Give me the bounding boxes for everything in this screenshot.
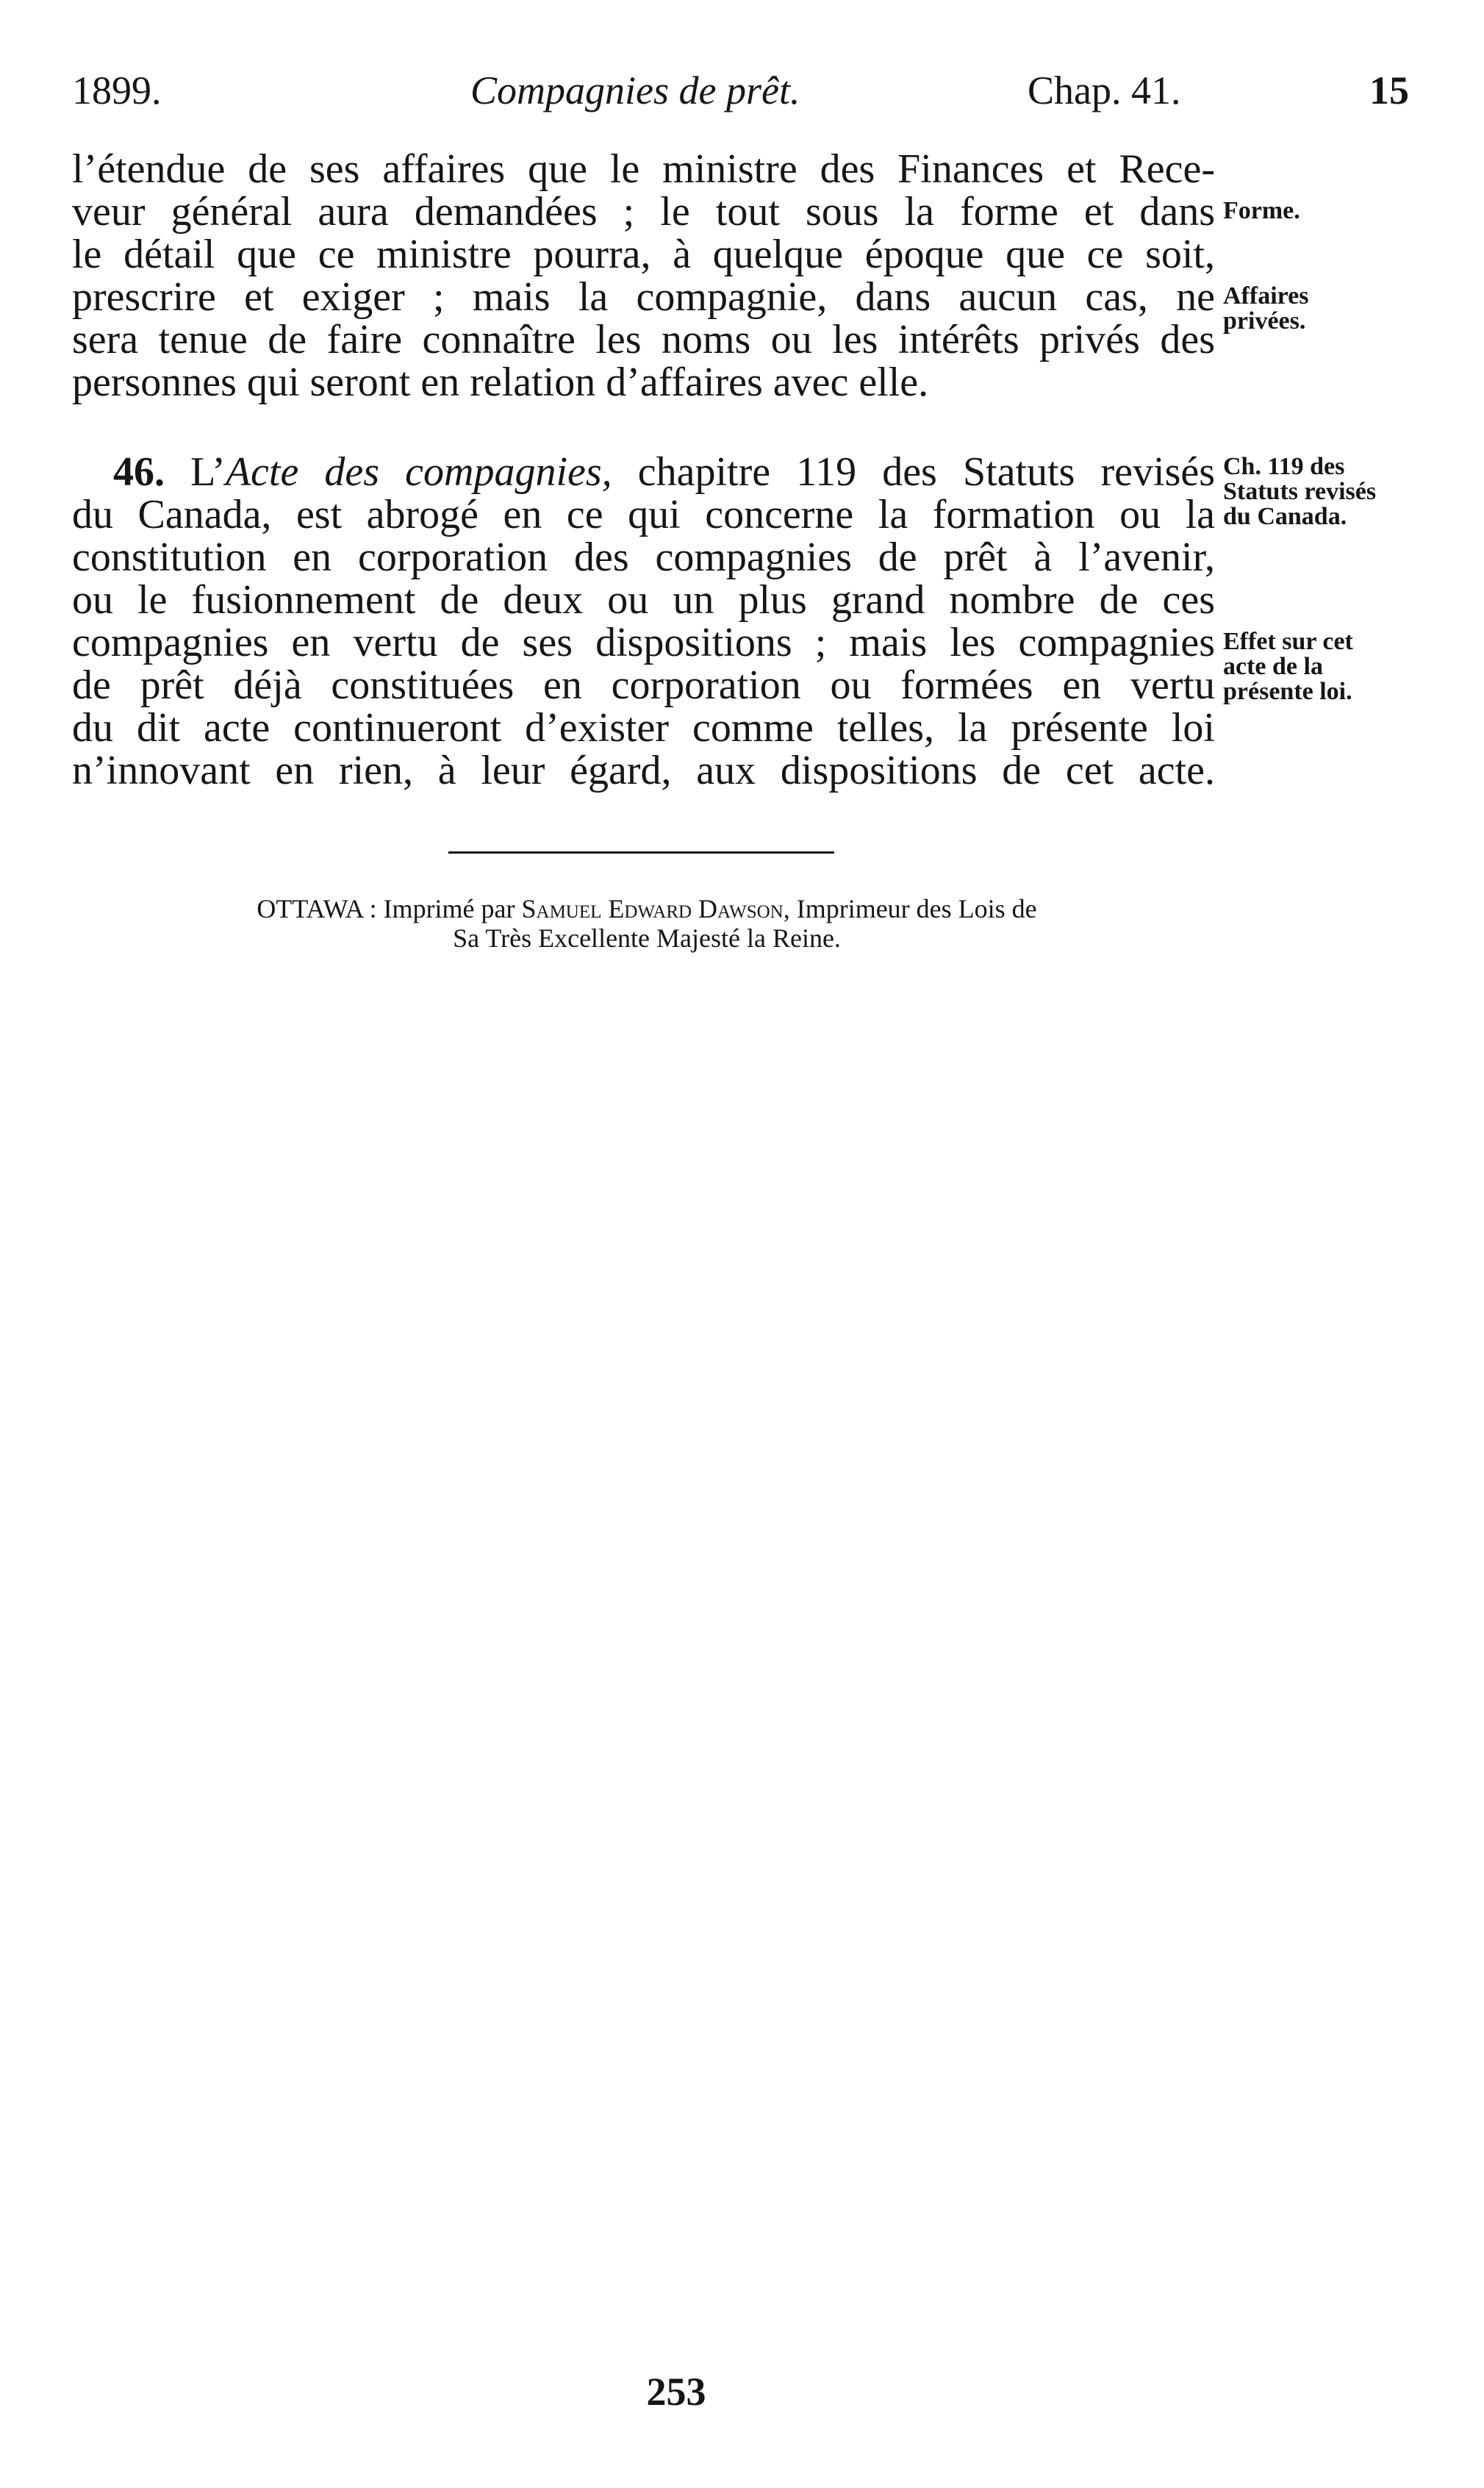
imprint-prefix: OTTAWA : Imprimé par xyxy=(257,894,522,923)
margin-note-line: Ch. 119 des xyxy=(1223,453,1345,480)
text-line: le détail que ce ministre pourra, à quelque époque que ce soit, xyxy=(72,232,1215,277)
margin-note-affaires xyxy=(1223,284,1444,334)
margin-note-line: Affaires xyxy=(1223,282,1309,310)
margin-note-forme xyxy=(1223,199,1444,224)
margin-note-ch119 xyxy=(1223,454,1444,529)
margin-note-effet xyxy=(1223,629,1444,704)
margin-note-line: Statuts revisés xyxy=(1223,478,1377,505)
act-title: Acte des compagnies, xyxy=(225,449,612,495)
text-line: du Canada, est abrogé en ce qui concerne la formation ou la xyxy=(72,492,1215,537)
margin-note-line: présente loi. xyxy=(1223,678,1352,705)
imprint-suffix: , Imprimeur des Lois de xyxy=(783,894,1037,923)
section-article: L’ xyxy=(190,449,226,495)
header-title: Compagnies de prêt. xyxy=(470,68,800,112)
section-first-line-rest: chapitre 119 des Statuts revisés xyxy=(612,449,1215,495)
horizontal-rule xyxy=(448,851,834,854)
margin-note-line: privées. xyxy=(1223,307,1306,335)
header-chapter: Chap. 41. xyxy=(1028,68,1181,112)
imprint-line-2: Sa Très Excellente Majesté la Reine. xyxy=(453,923,841,953)
text-line: veur général aura demandées ; le tout sous la forme et dans xyxy=(72,189,1215,235)
text-line: de prêt déjà constituées en corporation ou formées en vertu xyxy=(72,662,1215,708)
header-page-number: 15 xyxy=(1369,68,1409,112)
text-line: prescrire et exiger ; mais la compagnie, dans aucun cas, ne xyxy=(72,274,1215,320)
printer-name: Samuel Edward Dawson xyxy=(521,894,784,923)
section-number: 46. xyxy=(113,449,165,495)
text-line: personnes qui seront en relation d’affaires avec elle. xyxy=(72,360,929,405)
text-line: n’innovant en rien, à leur égard, aux dispositions de cet acte. xyxy=(72,748,1215,793)
text-line: sera tenue de faire connaître les noms ou les intérêts privés des xyxy=(72,317,1215,362)
text-line: ou le fusionnement de deux ou un plus grand nombre de ces xyxy=(72,577,1215,623)
imprint-line-1 xyxy=(103,894,1191,923)
text-line: l’étendue de ses affaires que le ministre des Finances et Rece- xyxy=(72,146,1215,192)
margin-note-line: acte de la xyxy=(1223,653,1323,680)
text-line: constitution en corporation des compagnies de prêt à l’avenir, xyxy=(72,535,1215,580)
margin-note-line: Effet sur cet xyxy=(1223,628,1353,655)
text-line: compagnies en vertu de ses dispositions ; mais les compagnies xyxy=(72,620,1215,665)
header-year: 1899. xyxy=(72,68,162,112)
section-first-line xyxy=(72,448,1215,496)
margin-note-line: Forme. xyxy=(1223,197,1300,224)
text-line: du dit acte continueront d’exister comme telles, la présente loi xyxy=(72,705,1215,751)
folio-number: 253 xyxy=(646,2370,706,2414)
margin-note-line: du Canada. xyxy=(1223,503,1347,530)
